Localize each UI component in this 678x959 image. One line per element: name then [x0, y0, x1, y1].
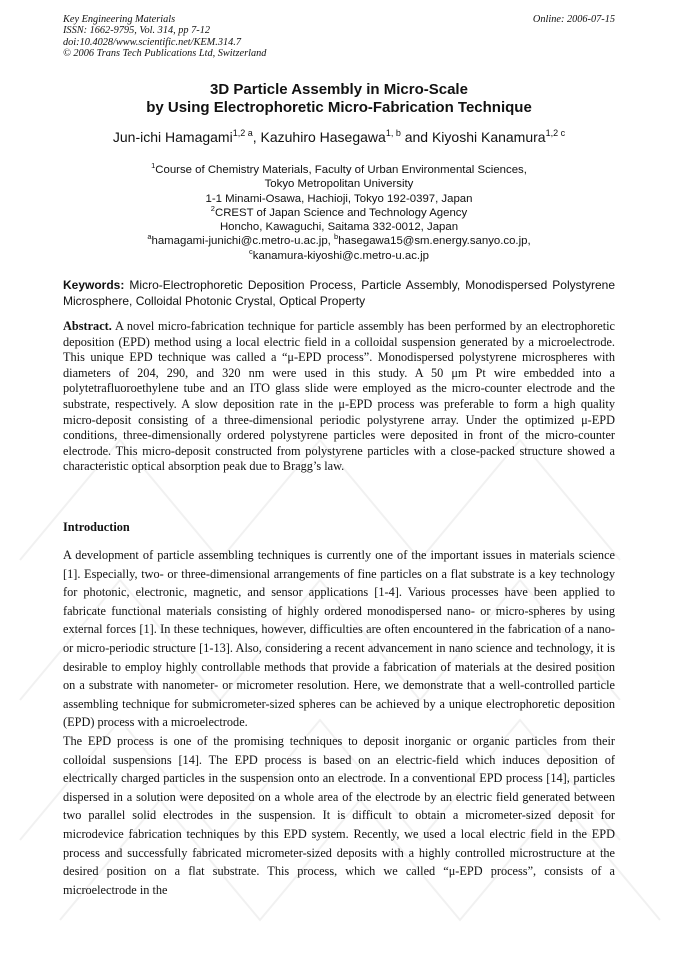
- introduction-paragraph: The EPD process is one of the promising techniques to deposit inorganic or organic particles from their colloidal suspensions [14]. The EPD process is based on an electric-field which induces deposition of electrically charged particles in the suspension onto an electrode. In a conventional EPD process [14], particles dispersed in a solution were deposited on a whole area of the electrode by an electric field generated between two parallel solid electrodes in the suspension. It is difficult to obtain a micrometer-sized deposit for microdevice fabrication techniques by this EPD system. Recently, we used a local electric field in the EPD process and successfully fabricated micrometer-sized deposits with a highly controlled microstructure at the desired position on a flat substrate. This process, which we called “μ-EPD process”, consists of a microelectrode in the: [63, 733, 615, 897]
- title-line-1: 3D Particle Assembly in Micro-Scale: [210, 81, 468, 98]
- abstract-label: Abstract.: [63, 319, 112, 333]
- author-name: Jun-ichi Hamagami: [112, 129, 233, 145]
- abstract-text: A novel micro-fabrication technique for particle assembly has been performed by an electrophoretic deposition (EPD) method using a local electric field in a colloidal suspension generated by a microelectrode. This unique EPD technique was called a “μ-EPD process”. Monodispersed polystyrene microspheres with diameters of 204, 290, and 320 nm were used in this study. A 50 μm Pt wire embedded into a polytetrafluoroethylene tube and an ITO glass slide were employed as the micro-counter electrode and the substrate, respectively. A slow deposition rate in the μ-EPD process was preferable to form a high quality micro-deposit consisting of a three-dimensional periodic polystyrene array. Under the optimized μ-EPD conditions, three-dimensionally ordered polystyrene particles were deposited in front of the micro-counter electrode. This micro-deposit constructed from polystyrene particles with a close-packed structure showed a characteristic optical absorption peak due to Bragg’s law.: [63, 319, 615, 474]
- online-date: Online: 2006-07-15: [532, 14, 615, 25]
- copyright-line: © 2006 Trans Tech Publications Ltd, Switzerland: [63, 48, 267, 60]
- affiliation-mark: 2: [210, 203, 215, 213]
- affiliation-line: $^1$Course of Chemistry Materials, Faculty of Urban Environmental Sciences,: [151, 161, 527, 176]
- email-mark: b: [334, 232, 339, 242]
- affiliation-mark: 1: [151, 161, 156, 170]
- affiliation-line: Honcho, Kawaguchi, Saitama 332-0012, Japan: [219, 221, 459, 234]
- author-affiliation-mark: 1,2 a: [232, 128, 253, 138]
- keywords-label: Keywords:: [63, 278, 125, 292]
- email-address: hamagami-junichi@c.metro-u.ac.jp,: [151, 235, 335, 248]
- author-name: Kazuhiro Hasegawa: [260, 129, 386, 145]
- email-mark: c: [249, 246, 253, 256]
- author-affiliation-mark: 1,2 c: [545, 128, 566, 138]
- author-name: Kiyoshi Kanamura: [431, 129, 546, 145]
- email-address: hasegawa15@sm.energy.sanyo.co.jp,: [338, 235, 531, 248]
- email-address: kanamura-kiyoshi@c.metro-u.ac.jp: [252, 249, 429, 262]
- keywords-block: [63, 278, 615, 309]
- introduction-heading: Introduction: [63, 520, 130, 534]
- issn-line: ISSN: 1662-9795, Vol. 314, pp 7-12: [63, 25, 211, 37]
- title-line-2: by Using Electrophoretic Micro-Fabrication Technique: [146, 99, 532, 116]
- affiliation-line: $^2$CREST of Japan Science and Technology Agency: [210, 203, 468, 219]
- keywords-text: Micro-Electrophoretic Deposition Process, Particle Assembly, Monodispersed Polystyrene Microsphere, Colloidal Photonic Crystal, Optical Property: [63, 278, 615, 308]
- paper-title: [40, 81, 638, 117]
- abstract-block: [63, 319, 615, 475]
- author-separator: ,: [252, 129, 261, 145]
- email-line: [40, 234, 638, 248]
- affiliation-line: 1-1 Minami-Osawa, Hachioji, Tokyo 192-0397, Japan: [205, 192, 473, 205]
- affiliation-line: Tokyo Metropolitan University: [264, 178, 414, 191]
- author-separator: and: [400, 129, 432, 145]
- introduction-paragraph: A development of particle assembling techniques is currently one of the important issues in materials science [1]. Especially, two- or three-dimensional arrangements of fine particles on a flat substrate is a key technology for photonic, electronic, magnetic, and sensor applications [1-4]. Various processes have been applied to fabricate functional materials consisting of highly ordered monodispersed nano- or micro-spheres by using external forces [1]. In these techniques, however, difficulties are often encountered in the fabrication of a nano- or micro-periodic structure [1-13]. Also, considering a recent advancement in nano science and technology, it is desirable to employ highly controllable methods that provide a fabrication of materials at the desired position on a substrate with nanometer- or micrometer resolution. Here, we demonstrate that a well-controlled particle assembling technique for submicrometer-sized spheres can be achieved by a unique electrophoretic deposition (EPD) process with a microelectrode.: [63, 548, 615, 730]
- journal-header: [63, 14, 615, 60]
- doi-line: doi:10.4028/www.scientific.net/KEM.314.7: [63, 36, 241, 48]
- author-affiliation-mark: 1, b: [385, 128, 401, 138]
- email-line: [40, 246, 638, 263]
- introduction-body: [63, 546, 615, 899]
- author-list: [30, 129, 648, 146]
- journal-name: Key Engineering Materials: [63, 14, 176, 25]
- email-mark: a: [147, 232, 152, 242]
- affiliations: [40, 163, 638, 263]
